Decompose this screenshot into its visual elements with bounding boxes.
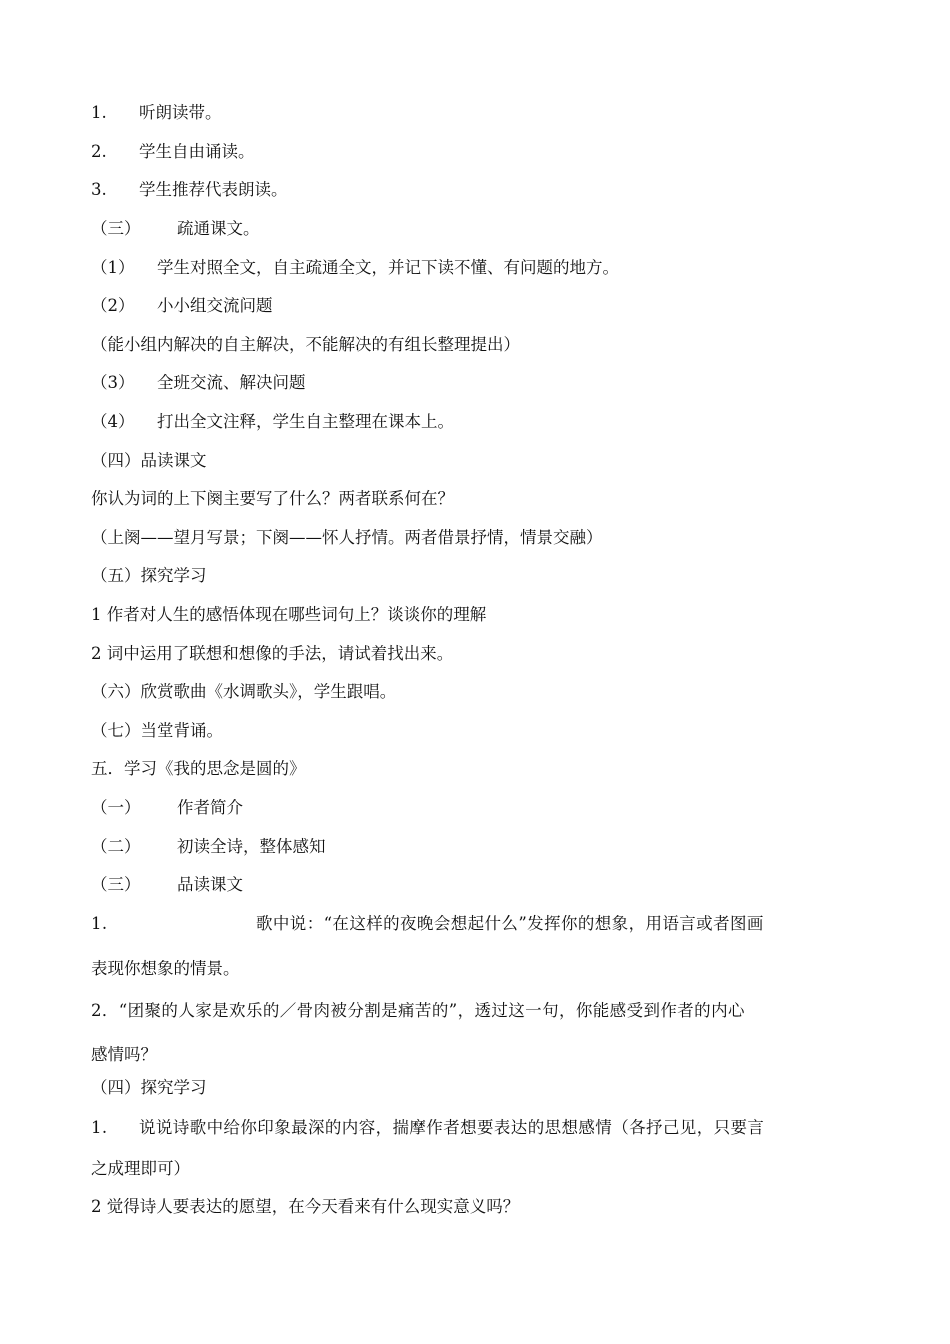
list-item: 1. 歌中说：“在这样的夜晚会想起什么”发挥你的想象，用语言或者图画 (91, 914, 764, 933)
paragraph: 感情吗？ (91, 1045, 157, 1064)
paragraph: （能小组内解决的自主解决，不能解决的有组长整理提出） (91, 335, 520, 354)
list-item: 1. 听朗读带。 (91, 103, 222, 122)
list-item: 2. 学生自由诵读。 (91, 142, 255, 161)
section-heading: （七）当堂背诵。 (91, 721, 223, 740)
section-heading: （一） 作者简介 (91, 798, 243, 817)
list-item: （1） 学生对照全文，自主疏通全文，并记下读不懂、有问题的地方。 (91, 258, 619, 277)
section-heading: （四）品读课文 (91, 451, 207, 470)
paragraph: （上阕——望月写景；下阕——怀人抒情。两者借景抒情，情景交融） (91, 528, 603, 547)
list-item: 1. 说说诗歌中给你印象最深的内容，揣摩作者想要表达的思想感情（各抒己见，只要言 (91, 1118, 765, 1137)
section-heading: （三） 品读课文 (91, 875, 243, 894)
section-heading: （三） 疏通课文。 (91, 219, 260, 238)
chapter-heading: 五．学习《我的思念是圆的》 (91, 759, 306, 778)
list-item: 2．“团聚的人家是欢乐的／骨肉被分割是痛苦的”，透过这一句，你能感受到作者的内心 (91, 1001, 745, 1020)
section-heading: （四）探究学习 (91, 1078, 207, 1097)
paragraph: 你认为词的上下阕主要写了什么？两者联系何在？ (91, 489, 454, 508)
list-item: （3） 全班交流、解决问题 (91, 373, 306, 392)
section-heading: （六）欣赏歌曲《水调歌头》，学生跟唱。 (91, 682, 397, 701)
list-item: （2） 小小组交流问题 (91, 296, 273, 315)
paragraph: 表现你想象的情景。 (91, 959, 240, 978)
paragraph: 1 作者对人生的感悟体现在哪些词句上？谈谈你的理解 (91, 605, 487, 624)
list-item: （4） 打出全文注释，学生自主整理在课本上。 (91, 412, 454, 431)
list-item: 3. 学生推荐代表朗读。 (91, 180, 288, 199)
paragraph: 2 词中运用了联想和想像的手法，请试着找出来。 (91, 644, 454, 663)
paragraph: 2 觉得诗人要表达的愿望，在今天看来有什么现实意义吗？ (91, 1197, 520, 1216)
paragraph: 之成理即可） (91, 1159, 190, 1178)
section-heading: （五）探究学习 (91, 566, 207, 585)
section-heading: （二） 初读全诗，整体感知 (91, 837, 326, 856)
